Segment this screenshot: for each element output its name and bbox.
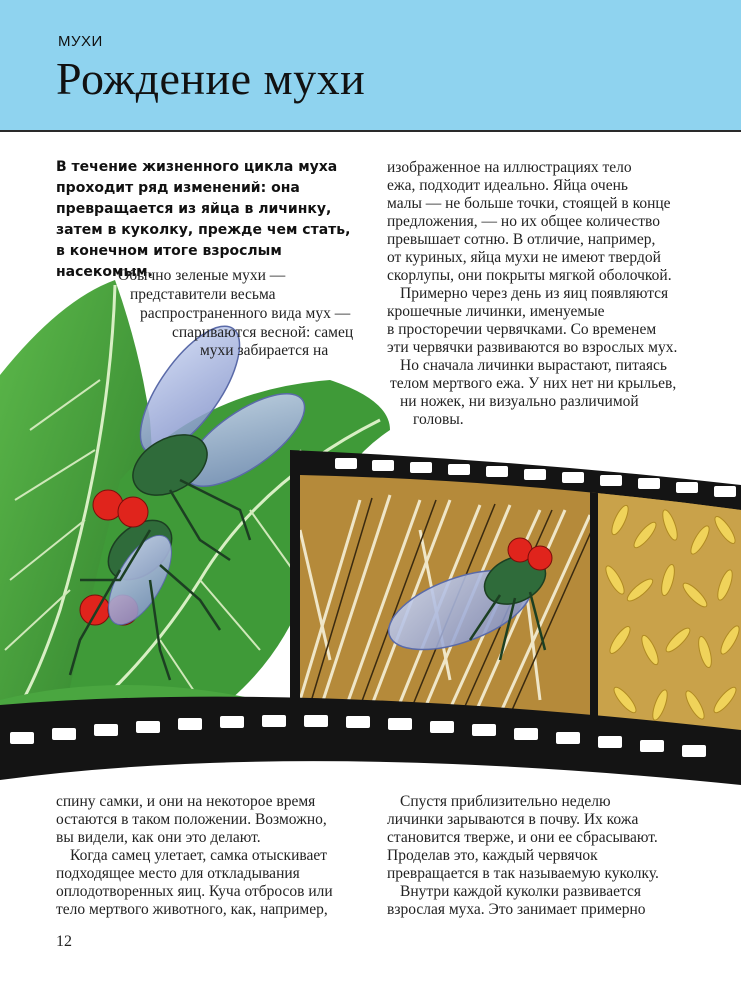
right-top-line: телом мертвого ежа. У них нет ни крыльев, (390, 375, 677, 392)
right-top-line: от куриных, яйца мухи не имеют твердой (387, 249, 661, 266)
right-top-line: эти червячки развиваются во взрослых мух. (387, 339, 678, 356)
intro-line: представители весьма (130, 286, 276, 303)
right-bottom-line: становится тверже, и они ее сбрасывают. (387, 829, 658, 846)
header-band (0, 0, 741, 132)
left-bottom-line: спину самки, и они на некоторое время (56, 793, 316, 810)
right-bottom-line: Спустя приблизительно неделю (400, 793, 611, 810)
right-bottom-line: Проделав это, каждый червячок (387, 847, 598, 864)
intro-line: мухи забирается на (200, 342, 329, 359)
right-top-line: крошечные личинки, именуемые (387, 303, 605, 320)
intro-line: спариваются весной: самец (172, 324, 354, 341)
right-bottom-line: превращается в так называемую куколку. (387, 865, 659, 882)
right-top-line: Но сначала личинки вырастают, питаясь (400, 357, 667, 374)
right-top-line: предложения, — но их общее количество (387, 213, 660, 230)
right-top-line: ежа, подходит идеально. Яйца очень (387, 177, 628, 194)
section-label: МУХИ (58, 33, 103, 50)
page-title: Рождение мухи (56, 53, 366, 104)
right-top-line: головы. (413, 411, 464, 428)
left-bottom-line: тело мертвого животного, как, например, (56, 901, 328, 918)
left-bottom-line: Когда самец улетает, самка отыскивает (70, 847, 328, 864)
right-top-line: в просторечии червячками. Со временем (387, 321, 657, 338)
right-top-line: малы — не больше точки, стоящей в конце (387, 195, 671, 212)
right-top-line: ни ножек, ни визуально различимой (400, 393, 639, 410)
right-bottom-line: взрослая муха. Это занимает примерно (387, 901, 646, 918)
left-bottom-line: остаются в таком положении. Возможно, (56, 811, 327, 828)
intro-line: Обычно зеленые мухи — (118, 267, 286, 284)
right-bottom-line: личинки зарываются в почву. Их кожа (387, 811, 639, 828)
lead-paragraph: В течение жизненного цикла муха проходит ряд изменений: она превращается из яйца в личинку, затем в куколку, прежде чем стать, в конечном итоге взрослым насекомым. (56, 159, 351, 280)
right-top-line: изображенное на иллюстрациях тело (387, 159, 632, 176)
right-top-line: Примерно через день из яиц появляются (400, 285, 669, 302)
left-bottom-line: вы видели, как они это делают. (56, 829, 261, 846)
left-bottom-line: оплодотворенных яиц. Куча отбросов или (56, 883, 333, 900)
page-number: 12 (56, 933, 72, 950)
right-top-line: превышает сотню. В отличие, например, (387, 231, 656, 248)
intro-line: распространенного вида мух — (140, 305, 351, 322)
right-bottom-line: Внутри каждой куколки развивается (400, 883, 641, 900)
left-bottom-line: подходящее место для откладывания (56, 865, 300, 882)
right-top-line: скорлупы, они покрыты мягкой оболочкой. (387, 267, 672, 284)
